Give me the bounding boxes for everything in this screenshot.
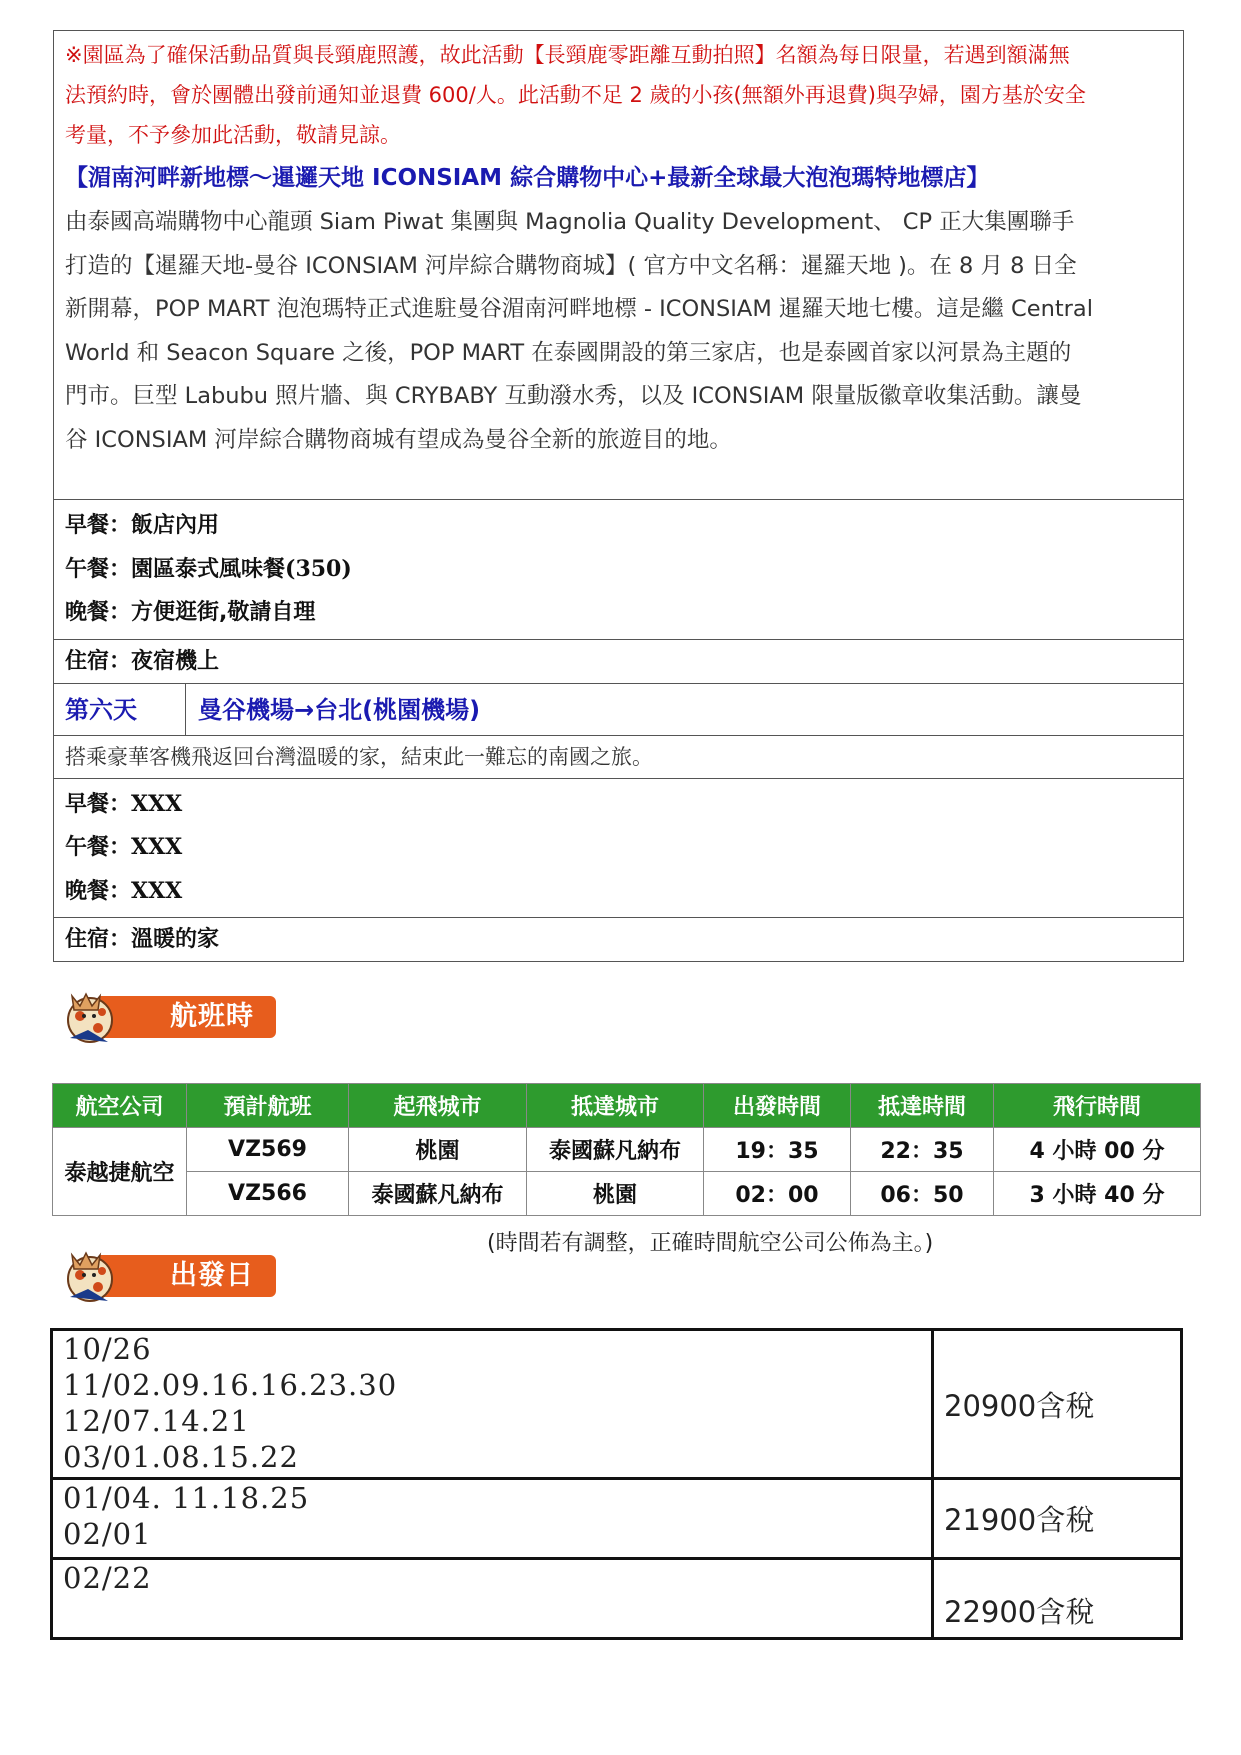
- day6-label: 第六天: [54, 684, 186, 735]
- flight-number: VZ566: [187, 1172, 349, 1216]
- lunch-label: 午餐：: [65, 556, 132, 582]
- table-row: [52, 1330, 1182, 1479]
- col-depart: 出發時間: [704, 1084, 851, 1128]
- breakfast-value: XXX: [131, 790, 183, 817]
- date-line: 12/07.14.21: [63, 1404, 250, 1438]
- day5-meals: [54, 499, 1183, 639]
- date-line: 10/26: [63, 1332, 152, 1366]
- day6-header: [54, 683, 1183, 735]
- flight-table-header: [53, 1084, 1201, 1128]
- arrive-time: 06：50: [851, 1172, 994, 1216]
- departure-dates-table: [50, 1328, 1183, 1640]
- dates-banner-label: 出發日期: [98, 1255, 276, 1297]
- dinner-label: 晚餐：: [65, 600, 132, 625]
- to-city: 桃園: [527, 1172, 704, 1216]
- lunch-price: (350): [285, 555, 352, 582]
- day5-lunch: [65, 548, 1172, 592]
- description-line-4: World 和 Seacon Square 之後，POP MART 在泰國開設的第三家店，也是泰國首家以河景為主題的: [65, 339, 1072, 366]
- flight-duration: 4 小時 00 分: [994, 1128, 1201, 1172]
- date-line: 01/04. 11.18.25: [63, 1481, 310, 1515]
- flight-note: (時間若有調整，正確時間航空公司公佈為主。): [487, 1231, 934, 1256]
- breakfast-label: 早餐：: [65, 791, 132, 817]
- flight-table: [52, 1083, 1201, 1216]
- description-line-5: 門市。巨型 Labubu 照片牆、與 CRYBABY 互動潑水秀，以及 ICONSIAM 限量版徽章收集活動。讓曼: [65, 383, 1082, 409]
- arrive-time: 22：35: [851, 1128, 994, 1172]
- breakfast-label: 早餐：: [65, 513, 132, 538]
- table-row: [53, 1172, 1201, 1216]
- day6-hotel: 住宿：溫暖的家: [54, 917, 1183, 961]
- airline-name: 泰越捷航空: [53, 1128, 187, 1216]
- date-list: [52, 1559, 933, 1639]
- day6-description: 搭乘豪華客機飛返回台灣溫暖的家，結束此一難忘的南國之旅。: [54, 735, 1183, 778]
- lunch-label: 午餐：: [65, 835, 132, 860]
- date-line: 11/02.09.16.16.23.30: [63, 1368, 398, 1402]
- flight-banner-label: 航班時間: [98, 996, 276, 1038]
- day5-dinner: [65, 591, 1172, 635]
- highlight-title: 【湄南河畔新地標～暹邏天地 ICONSIAM 綜合購物中心+最新全球最大泡泡瑪特地標店】: [65, 165, 990, 191]
- date-list: [52, 1330, 933, 1479]
- warning-line-1: ※園區為了確保活動品質與長頸鹿照護，故此活動【長頸鹿零距離互動拍照】名額為每日限量，若遇到額滿無: [65, 43, 1070, 67]
- dinner-value: XXX: [131, 877, 183, 904]
- price: 20900含稅: [933, 1330, 1182, 1479]
- date-line: 02/22: [63, 1561, 152, 1595]
- col-duration: 飛行時間: [994, 1084, 1201, 1128]
- day5-breakfast: [65, 504, 1172, 548]
- flight-section-banner: [58, 986, 278, 1074]
- day6-route: 曼谷機場→台北(桃園機場): [198, 695, 481, 724]
- price: 21900含稅: [933, 1479, 1182, 1559]
- table-row: [52, 1479, 1182, 1559]
- day6-meals: [54, 778, 1183, 918]
- day5-hotel: 住宿：夜宿機上: [54, 639, 1183, 683]
- col-flight: 預計航班: [187, 1084, 349, 1128]
- col-from: 起飛城市: [349, 1084, 527, 1128]
- dates-section-banner: [58, 1245, 278, 1333]
- day6-dinner: [65, 870, 1172, 914]
- from-city: 泰國蘇凡納布: [349, 1172, 527, 1216]
- lunch-value: 園區泰式風味餐: [131, 556, 286, 582]
- warning-line-3: 考量，不予參加此活動，敬請見諒。: [65, 123, 401, 147]
- mascot-icon: [58, 1245, 122, 1305]
- lunch-value: XXX: [131, 834, 183, 860]
- day5-activity-description: [54, 31, 1183, 499]
- table-row: [52, 1559, 1182, 1639]
- dinner-label: 晚餐：: [65, 878, 132, 904]
- price: 22900含稅: [933, 1559, 1182, 1639]
- to-city: 泰國蘇凡納布: [527, 1128, 704, 1172]
- col-arrive: 抵達時間: [851, 1084, 994, 1128]
- day6-breakfast: [65, 783, 1172, 827]
- table-row: [53, 1128, 1201, 1172]
- description-line-3: 新開幕，POP MART 泡泡瑪特正式進駐曼谷湄南河畔地標 - ICONSIAM 暹羅天地七樓。這是繼 Central: [65, 296, 1093, 322]
- description-line-2: 打造的【暹羅天地-曼谷 ICONSIAM 河岸綜合購物商城】( 官方中文名稱：暹羅天地 )。在 8 月 8 日全: [65, 252, 1077, 279]
- flight-duration: 3 小時 40 分: [994, 1172, 1201, 1216]
- date-line: 02/01: [63, 1517, 152, 1551]
- day6-lunch: [65, 826, 1172, 870]
- description-line-6: 谷 ICONSIAM 河岸綜合購物商城有望成為曼谷全新的旅遊目的地。: [65, 426, 732, 453]
- depart-time: 02：00: [704, 1172, 851, 1216]
- dinner-value: 方便逛街,敬請自理: [131, 600, 316, 625]
- description-line-1: 由泰國高端購物中心龍頭 Siam Piwat 集團與 Magnolia Quality Development、 CP 正大集團聯手: [65, 209, 1075, 235]
- col-to: 抵達城市: [527, 1084, 704, 1128]
- col-airline: 航空公司: [53, 1084, 187, 1128]
- date-line: 03/01.08.15.22: [63, 1440, 299, 1474]
- mascot-icon: [58, 986, 122, 1046]
- from-city: 桃園: [349, 1128, 527, 1172]
- breakfast-value: 飯店內用: [131, 513, 220, 538]
- flight-number: VZ569: [187, 1128, 349, 1172]
- depart-time: 19：35: [704, 1128, 851, 1172]
- warning-line-2: 法預約時，會於團體出發前通知並退費 600/人。此活動不足 2 歲的小孩(無額外再退費)與孕婦，園方基於安全: [65, 83, 1086, 107]
- date-list: [52, 1479, 933, 1559]
- itinerary-table: [53, 30, 1184, 962]
